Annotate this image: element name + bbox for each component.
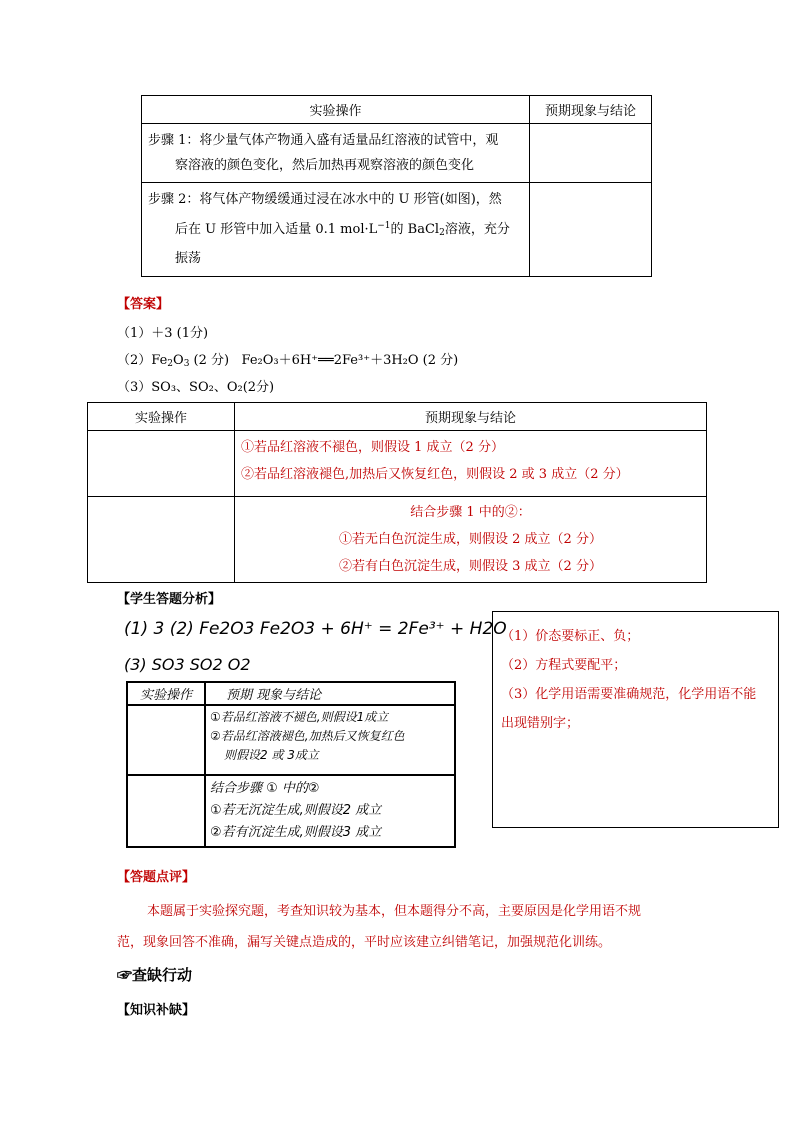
answer-line2-sub2: 2 <box>167 359 174 369</box>
review-line2: 范，现象回答不准确，漏写关键点造成的，平时应该建立纠错笔记，加强规范化训练。 <box>117 935 612 950</box>
table1-header-operation <box>142 96 530 124</box>
answer-line2-b: O <box>173 353 184 368</box>
handwritten-r2-op <box>127 775 205 847</box>
table2-row1-line1: ①若品红溶液不褪色，则假设 1 成立（2 分） <box>241 440 504 455</box>
table1-step2-line2-sub: 2 <box>439 228 445 238</box>
answer-line3: （3）SO₃、SO₂、O₂(2分) <box>117 380 275 395</box>
table2-row2-line1: 结合步骤 1 中的②： <box>410 505 531 520</box>
review-line1: 本题属于实验探究题，考查知识较为基本，但本题得分不高，主要原因是化学用语不规 <box>147 904 642 919</box>
handwritten-line2: (3) SO3 SO2 O2 <box>124 655 251 674</box>
note-item1: （1）价态要标正、负； <box>501 629 640 644</box>
table1-step2-line2-sup: −1 <box>377 221 391 231</box>
handwritten-r1-line3: 则假设2 或 3成立 <box>224 748 319 762</box>
answer-line2-c: (2 分) <box>189 353 230 368</box>
review-heading: 【答题点评】 <box>117 870 196 885</box>
note-item3-line1: （3）化学用语需要准确规范，化学用语不能 <box>501 687 757 702</box>
experiment-table-question <box>141 95 652 277</box>
table1-step2-line2-b: 的 BaCl <box>390 222 440 237</box>
knowledge-fill-heading: 【知识补缺】 <box>117 1003 196 1018</box>
table1-step2-result <box>530 183 652 277</box>
handwritten-line1: (1) 3 (2) Fe2O3 Fe2O3 + 6H⁺ = 2Fe³⁺ + H2O <box>124 619 507 639</box>
table1-header-phenomenon <box>530 96 652 124</box>
table2-row2-result <box>235 497 707 583</box>
table1-header-operation-text: 实验操作 <box>309 104 362 119</box>
table1-step2-line2-a: 后在 U 形管中加入适量 0.1 mol·L <box>175 222 378 237</box>
handwritten-r1-line1: ①若品红溶液不褪色,则假设1成立 <box>210 710 389 724</box>
pointing-hand-icon: ☞ <box>117 966 133 984</box>
table2-row1-result <box>235 431 707 497</box>
action-heading: 查缺行动 <box>132 966 193 984</box>
table1-step2-cell <box>142 183 530 277</box>
table1-step2-line2 <box>148 213 523 246</box>
answer-line2 <box>117 349 458 369</box>
answer-line2-equation: Fe₂O₃＋6H⁺══2Fe³⁺＋3H₂O (2 分) <box>241 353 459 368</box>
table1-step1-line1: 步骤 1：将少量气体产物通入盛有适量品红溶液的试管中，观 <box>148 133 499 148</box>
table2-row2-line2: ①若无白色沉淀生成，则假设 2 成立（2 分） <box>339 532 602 547</box>
handwritten-r2-line2: ①若无沉淀生成,则假设2 成立 <box>210 803 382 818</box>
handwritten-answer <box>124 615 507 860</box>
handwritten-th1 <box>127 682 205 705</box>
table1-step1-result <box>530 124 652 183</box>
action-heading-row <box>117 964 192 985</box>
answer-heading: 【答案】 <box>117 297 170 312</box>
handwritten-r1-op <box>127 705 205 775</box>
handwritten-th1-text: 实验操作 <box>139 688 192 703</box>
experiment-table-answer <box>87 402 707 583</box>
note-item2: （2）方程式要配平； <box>501 658 627 673</box>
table1-step2-line2-c: 溶液，充分 <box>444 222 510 237</box>
table2-row2-operation <box>88 497 235 583</box>
table2-header-operation <box>88 403 235 431</box>
handwritten-th2-text: 预期 现象与结论 <box>226 688 322 703</box>
handwritten-r2-line3: ②若有沉淀生成,则假设3 成立 <box>210 825 382 840</box>
handwritten-th2 <box>205 682 455 705</box>
table2-row2-line3: ②若有白色沉淀生成，则假设 3 成立（2 分） <box>339 559 602 574</box>
table1-step1-cell <box>142 124 530 183</box>
handwritten-r2-result <box>205 775 455 847</box>
handwritten-r2-line1: 结合步骤 ① 中的② <box>210 781 320 796</box>
answer-line1: （1）＋3 (1分) <box>117 326 209 341</box>
table1-step2-line3: 振荡 <box>175 251 202 266</box>
answer-line2-sub3: 3 <box>183 359 190 369</box>
table2-header-phenomenon <box>235 403 707 431</box>
table2-header-phenomenon-text: 预期现象与结论 <box>424 411 516 426</box>
correction-notes-box <box>492 611 779 828</box>
student-analysis-heading: 【学生答题分析】 <box>117 592 222 607</box>
table2-row1-line2: ②若品红溶液褪色,加热后又恢复红色，则假设 2 或 3 成立（2 分） <box>241 467 629 482</box>
handwritten-table <box>126 681 456 848</box>
table2-header-operation-text: 实验操作 <box>134 411 187 426</box>
table1-step1-line2: 察溶液的颜色变化，然后加热再观察溶液的颜色变化 <box>175 158 475 173</box>
table2-row1-operation <box>88 431 235 497</box>
note-item3-line2: 出现错别字； <box>501 716 580 731</box>
answer-line2-a: （2）Fe <box>117 353 168 368</box>
table1-step2-line1: 步骤 2：将气体产物缓缓通过浸在冰水中的 U 形管(如图)，然 <box>148 192 502 207</box>
handwritten-r1-result <box>205 705 455 775</box>
table1-header-phenomenon-text: 预期现象与结论 <box>544 104 636 119</box>
handwritten-r1-line2: ②若品红溶液褪色,加热后又恢复红色 <box>210 729 405 743</box>
